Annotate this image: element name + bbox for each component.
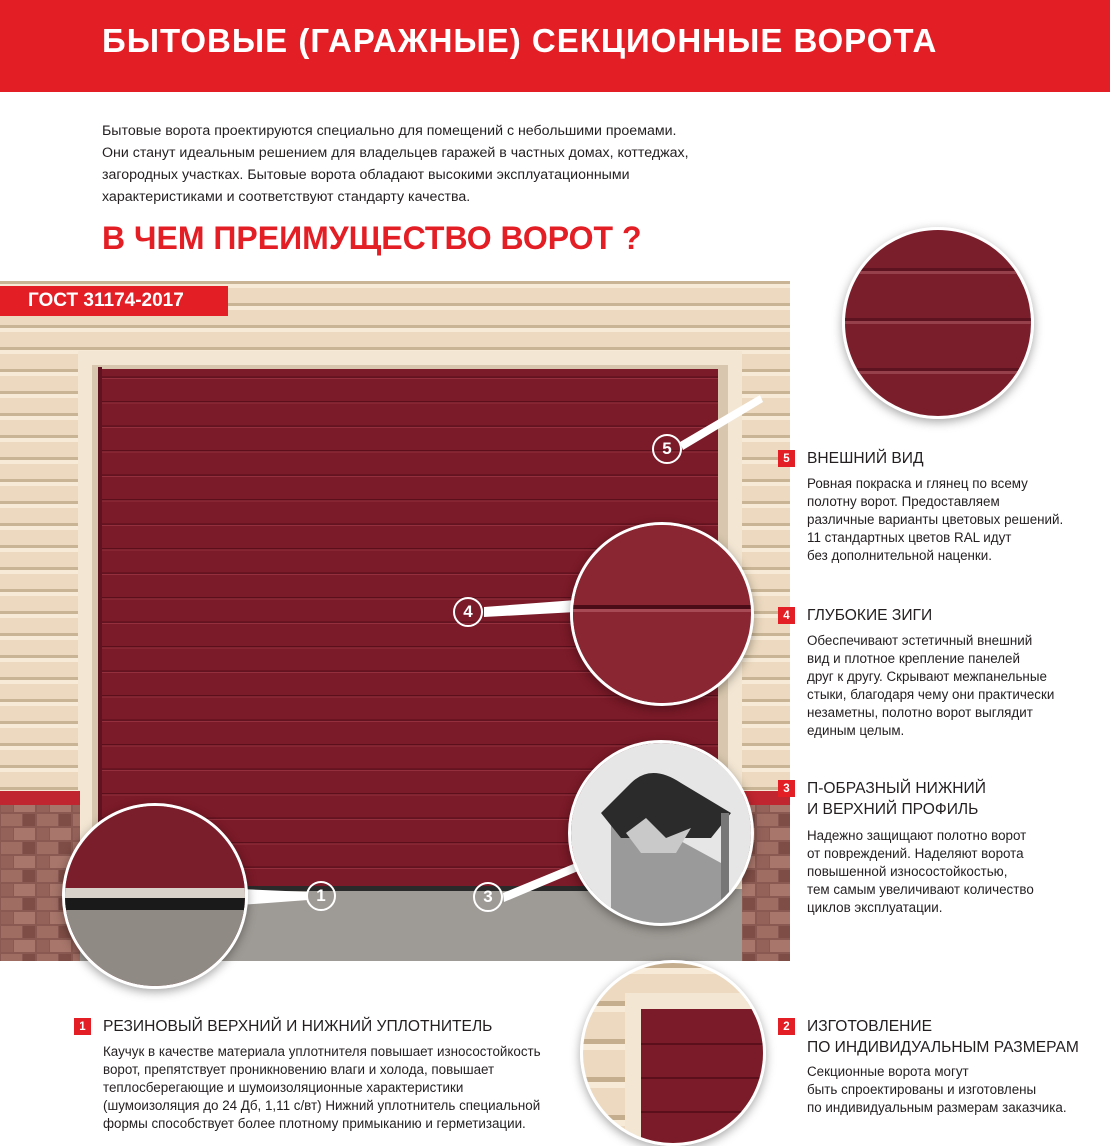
gost-label: ГОСТ 31174-2017 [28, 290, 184, 311]
feature-title: ВНЕШНИЙ ВИД [807, 450, 924, 467]
feature-text: Каучук в качестве материала уплотнителя повышает износостойкость ворот, препятствует проникновению влаги и холода, повышает теплосберегающие и шумоизоляционные характеристики (шумоизоляция до 24 Дб, 1,11 с/вт) Нижний уплотнитель специальной формы способствует более плотному примыканию и герметизации. [103, 1044, 541, 1131]
feature-text: Секционные ворота могут быть спроектированы и изготовлены по индивидуальным размерам заказчика. [807, 1064, 1067, 1115]
page-title: БЫТОВЫЕ (ГАРАЖНЫЕ) СЕКЦИОННЫЕ ВОРОТА [102, 22, 938, 59]
feature-text: Ровная покраска и глянец по всему полотну ворот. Предоставляем различные варианты цветовых решений. 11 стандартных цветов RAL идут без дополнительной наценки. [807, 476, 1064, 563]
panel-closeup-4 [570, 522, 754, 706]
feature-title: РЕЗИНОВЫЙ ВЕРХНИЙ И НИЖНИЙ УПЛОТНИТЕЛЬ [103, 1018, 493, 1035]
marker-1: 1 [306, 881, 336, 911]
feature-number: 3 [778, 780, 795, 797]
feature-text: Обеспечивают эстетичный внешний вид и плотное крепление панелей друг к другу. Скрывают межпанельные стыки, благодаря чему они практически незаметны, полотно ворот выглядит единым целым. [807, 633, 1055, 738]
marker-4: 4 [453, 597, 483, 627]
feature-3 [778, 780, 1108, 920]
feature-2 [778, 1018, 1108, 1138]
feature-text: Надежно защищают полотно ворот от повреждений. Наделяют ворота повышенной износостойкостью, тем самым увеличивают количество циклов эксплуатации. [807, 828, 1034, 915]
seal-closeup-1 [62, 803, 248, 989]
section-heading: В ЧЕМ ПРЕИМУЩЕСТВО ВОРОТ ? [102, 220, 642, 256]
panel-closeup-5 [842, 227, 1034, 419]
feature-number: 1 [74, 1018, 91, 1035]
marker-3: 3 [473, 882, 503, 912]
feature-title: ИЗГОТОВЛЕНИЕ ПО ИНДИВИДУАЛЬНЫМ РАЗМЕРАМ [807, 1018, 1079, 1056]
feature-4 [778, 607, 1108, 747]
feature-number: 4 [778, 607, 795, 624]
custom-size-closeup-2 [580, 960, 766, 1146]
feature-number: 5 [778, 450, 795, 467]
feature-1 [74, 1018, 574, 1138]
feature-title: П-ОБРАЗНЫЙ НИЖНИЙ И ВЕРХНИЙ ПРОФИЛЬ [807, 780, 986, 818]
feature-number: 2 [778, 1018, 795, 1035]
marker-5: 5 [652, 434, 682, 464]
intro-paragraph: Бытовые ворота проектируются специально для помещений с небольшими проемами. Они станут идеальным решением для владельцев гаражей в частных домах, коттеджах, загородных участках. Бытовые ворота обладают высокими эксплуатационными характеристиками и соответствуют стандарту качества. [102, 123, 689, 205]
feature-title: ГЛУБОКИЕ ЗИГИ [807, 607, 933, 624]
profile-closeup-3 [568, 740, 754, 926]
feature-5 [778, 450, 1108, 570]
